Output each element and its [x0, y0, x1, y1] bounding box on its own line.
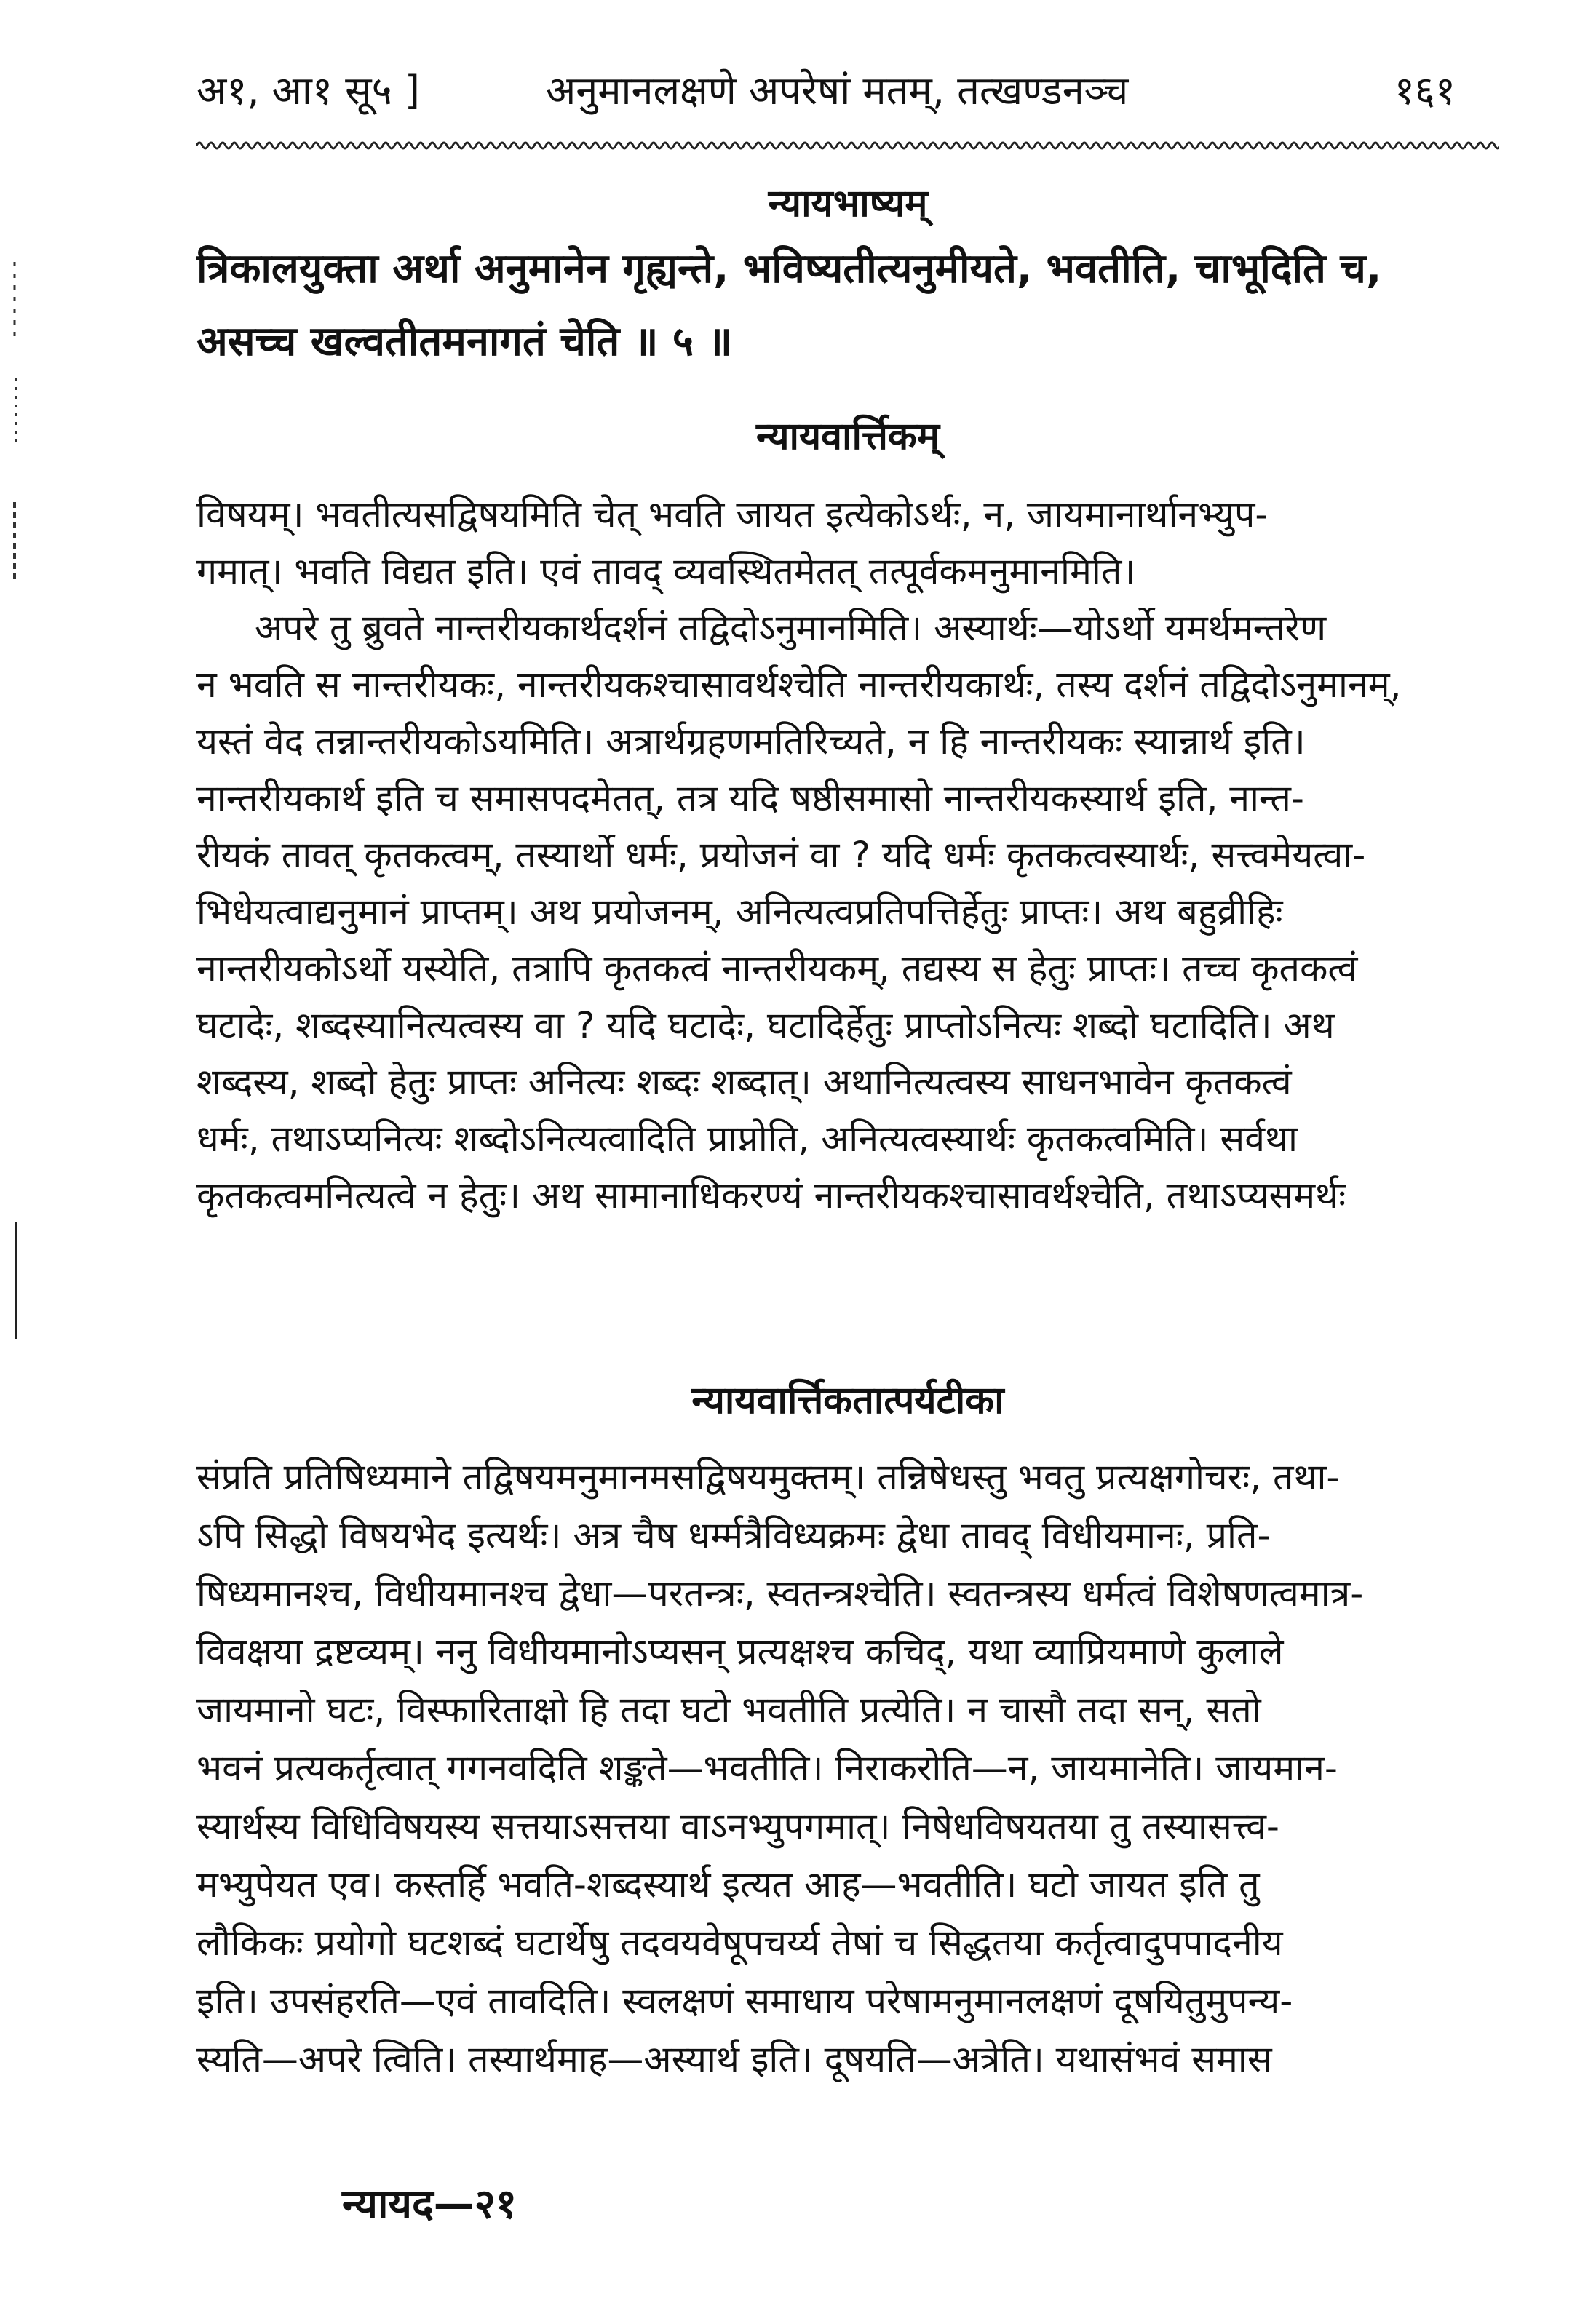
vartika-heading: न्यायवार्त्तिकम्	[756, 415, 940, 458]
text-line: अपरे तु ब्रुवते नान्तरीयकार्थदर्शनं तद्विदोऽनुमानमिति। अस्यार्थः—योऽर्थो यमर्थमन्तरेण	[255, 607, 1327, 649]
header-title: अनुमानलक्षणे अपरेषां मतम्, तत्खण्डनञ्च	[546, 68, 1129, 114]
text-line: स्यार्थस्य विधिविषयस्य सत्तयाऽसत्तया वाऽनभ्युपगमात्। निषेधविषयतया तु तस्यासत्त्व-	[196, 1805, 1279, 1847]
bhashya-heading: न्यायभाष्यम्	[768, 182, 928, 226]
text-line: नान्तरीयकार्थ इति च समासपदमेतत्, तत्र यदि षष्ठीसमासो नान्तरीयकस्यार्थ इति, नान्त-	[196, 777, 1304, 819]
text-line: विषयम्। भवतीत्यसद्विषयमिति चेत् भवति जायत इत्येकोऽर्थः, न, जायमानार्थानभ्युप-	[196, 493, 1269, 536]
text-line: शब्दस्य, शब्दो हेतुः प्राप्तः अनित्यः शब्दः शब्दात्। अथानित्यत्वस्य साधनभावेन कृतकत्वं	[196, 1061, 1292, 1103]
text-line: षिध्यमानश्च, विधीयमानश्च द्वेधा—परतन्त्रः, स्वतन्त्रश्चेति। स्वतन्त्रस्य धर्मत्वं विशेषणत्वमात्र-	[196, 1572, 1364, 1615]
running-header	[196, 58, 1499, 124]
tika-heading: न्यायवार्त्तिकतात्पर्यटीका	[691, 1379, 1004, 1422]
text-line: संप्रति प्रतिषिध्यमाने तद्विषयमनुमानमसद्विषयमुक्तम्। तन्निषेधस्तु भवतु प्रत्यक्षगोचरः, तथा-	[196, 1456, 1340, 1498]
text-line: विवक्षया द्रष्टव्यम्। ननु विधीयमानोऽप्यसन् प्रत्यक्षश्च कचिद्, यथा व्याप्रियमाणे कुलाले	[196, 1631, 1284, 1673]
text-line: गमात्। भवति विद्यत इति। एवं तावद् व्यवस्थितमेतत् तत्पूर्वकमनुमानमिति।	[196, 550, 1136, 592]
bhashya-text	[196, 233, 1470, 378]
wavy-divider	[196, 138, 1499, 153]
text-line: असच्च खल्वतीतमनागतं चेति ॥ ५ ॥	[196, 318, 733, 365]
text-line: भवनं प्रत्यकर्तृत्वात् गगनवदिति शङ्कते—भवतीति। निराकरोति—न, जायमानेति। जायमान-	[196, 1747, 1338, 1789]
text-line: भिधेयत्वाद्यनुमानं प्राप्तम्। अथ प्रयोजनम्, अनित्यत्वप्रतिपत्तिर्हेतुः प्राप्तः। अथ बहुव्रीहिः	[196, 891, 1283, 933]
header-chapter-ref: अ१, आ१ सू५ ]	[196, 68, 420, 114]
text-line: यस्तं वेद तन्नान्तरीयकोऽयमिति। अत्रार्थग्रहणमतिरिच्यते, न हि नान्तरीयकः स्यान्नार्थ इति।	[196, 720, 1306, 763]
tika-text	[196, 1448, 1470, 2088]
text-line: धर्मः, तथाऽप्यनित्यः शब्दोऽनित्यत्वादिति प्राप्नोति, अनित्यत्वस्यार्थः कृतकत्वमिति। सर्वथा	[196, 1118, 1298, 1160]
text-line: इति। उपसंहरति—एवं तावदिति। स्वलक्षणं समाधाय परेषामनुमानलक्षणं दूषयितुमुपन्य-	[196, 1980, 1293, 2022]
text-line: रीयकं तावत् कृतकत्वम्, तस्यार्थो धर्मः, प्रयोजनं वा ? यदि धर्मः कृतकत्वस्यार्थः, सत्त्वमेयत्वा-	[196, 834, 1366, 876]
text-line: ऽपि सिद्धो विषयभेद इत्यर्थः। अत्र चैष धर्म्मत्रैविध्यक्रमः द्वेधा तावद् विधीयमानः, प्रति-	[196, 1514, 1271, 1556]
text-line: नान्तरीयकोऽर्थो यस्येति, तत्रापि कृतकत्वं नान्तरीयकम्, तद्यस्य स हेतुः प्राप्तः। तच्च कृतकत्वं	[196, 947, 1358, 990]
text-line: स्यति—अपरे त्विति। तस्यार्थमाह—अस्यार्थ इति। दूषयति—अत्रेति। यथासंभवं समास	[196, 2038, 1272, 2080]
signature-mark: न्यायद—२१	[342, 2181, 517, 2228]
page-number: १६१	[1394, 68, 1456, 114]
text-line: घटादेः, शब्दस्यानित्यत्वस्य वा ? यदि घटादेः, घटादिर्हेतुः प्राप्तोऽनित्यः शब्दो घटादिति। अथ	[196, 1004, 1335, 1046]
text-line: मभ्युपेयत एव। कस्तर्हि भवति-शब्दस्यार्थ इत्यत आह—भवतीति। घटो जायत इति तु	[196, 1863, 1260, 1906]
text-line: जायमानो घटः, विस्फारिताक्षो हि तदा घटो भवतीति प्रत्येति। न चासौ तदा सन्, सतो	[196, 1689, 1261, 1731]
binding-edge-marks	[0, 0, 44, 2324]
text-line: लौकिकः प्रयोगो घटशब्दं घटार्थेषु तदवयवेषूपचर्य्य तेषां च सिद्धतया कर्तृत्वादुपपादनीय	[196, 1922, 1283, 1964]
text-line: त्रिकालयुक्ता अर्था अनुमानेन गृह्यन्ते, भविष्यतीत्यनुमीयते, भवतीति, चाभूदिति च,	[196, 245, 1382, 293]
text-line: न भवति स नान्तरीयकः, नान्तरीयकश्चासावर्थश्चेति नान्तरीयकार्थः, तस्य दर्शनं तद्विदोऽनुमानम्,	[196, 664, 1402, 706]
vartika-text	[196, 486, 1470, 1224]
text-line: कृतकत्वमनित्यत्वे न हेतुः। अथ सामानाधिकरण्यं नान्तरीयकश्चासावर्थश्चेति, तथाऽप्यसमर्थः	[196, 1174, 1346, 1217]
